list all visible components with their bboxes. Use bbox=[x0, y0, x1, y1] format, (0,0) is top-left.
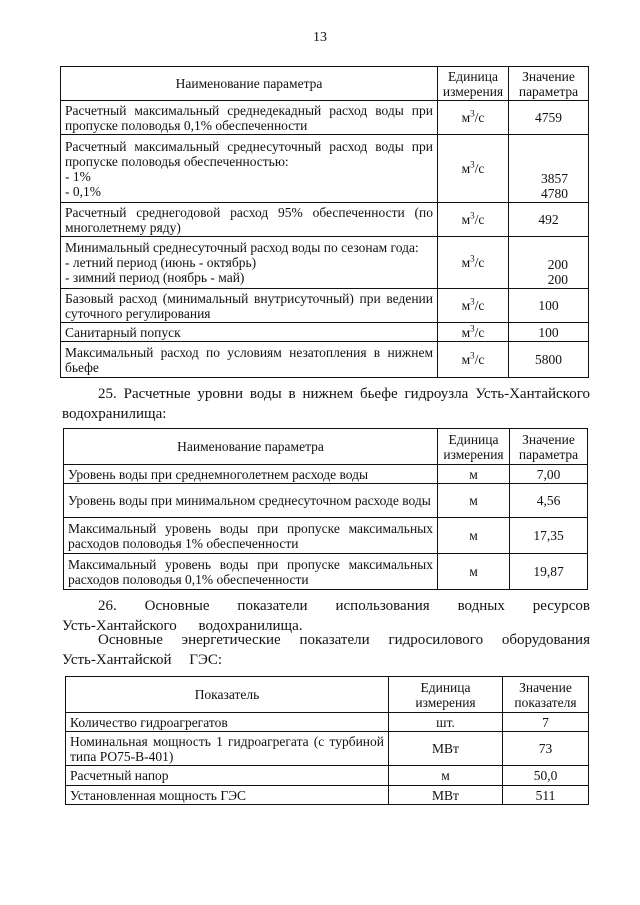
table-row bbox=[61, 203, 589, 237]
row-value: 7 bbox=[503, 713, 589, 732]
row-parameter-name: Максимальный уровень воды при пропуске максимальных расходов половодья 0,1% обеспеченности bbox=[64, 554, 438, 590]
row-unit: $м^3/с$ bbox=[438, 237, 509, 289]
header-indicator-name: Показатель bbox=[66, 677, 389, 713]
table-row bbox=[61, 342, 589, 378]
row-unit: МВт bbox=[389, 786, 503, 805]
header-unit: Единица измерения bbox=[389, 677, 503, 713]
row-parameter-name: Базовый расход (минимальный внутрисуточный) при ведении суточного регулирования bbox=[61, 289, 438, 323]
row-value: 73 bbox=[503, 732, 589, 766]
header-unit: Единица измерения bbox=[438, 429, 510, 465]
row-unit: МВт bbox=[389, 732, 503, 766]
row-value: 5800 bbox=[509, 342, 589, 378]
table-row bbox=[66, 786, 589, 805]
row-value: 3857 4780 bbox=[509, 135, 589, 203]
table-row bbox=[61, 135, 589, 203]
table-row bbox=[66, 732, 589, 766]
row-parameter-name: Расчетный среднегодовой расход 95% обеспеченности (по многолетнему ряду) bbox=[61, 203, 438, 237]
row-unit: $м^3/с$ bbox=[438, 101, 509, 135]
table-row bbox=[61, 289, 589, 323]
row-value: 7,00 bbox=[510, 465, 588, 484]
row-parameter-name: Санитарный попуск bbox=[61, 323, 438, 342]
table-row bbox=[66, 713, 589, 732]
row-unit: м bbox=[438, 554, 510, 590]
row-indicator-name: Расчетный напор bbox=[66, 766, 389, 786]
row-value: 492 bbox=[509, 203, 589, 237]
row-unit: $м^3/с$ bbox=[438, 135, 509, 203]
table-row bbox=[64, 554, 588, 590]
table-row bbox=[61, 323, 589, 342]
row-parameter-name: Расчетный максимальный среднедекадный расход воды при пропуске половодья 0,1% обеспеченности bbox=[61, 101, 438, 135]
row-unit: м bbox=[389, 766, 503, 786]
row-indicator-name: Количество гидроагрегатов bbox=[66, 713, 389, 732]
header-value: Значение параметра bbox=[510, 429, 588, 465]
paragraph-26: 26. Основные показатели использования водных ресурсов Усть-Хантайского водохранилища. bbox=[62, 598, 590, 634]
row-parameter-name: Минимальный среднесуточный расход воды по сезонам года: - летний период (июнь - октябрь) - зимний период (ноябрь - май) bbox=[61, 237, 438, 289]
header-unit: Единица измерения bbox=[438, 67, 509, 101]
row-value: 200 200 bbox=[509, 237, 589, 289]
row-unit: $м^3/с$ bbox=[438, 342, 509, 378]
row-unit: $м^3/с$ bbox=[438, 323, 509, 342]
row-parameter-name: Максимальный уровень воды при пропуске максимальных расходов половодья 1% обеспеченности bbox=[64, 518, 438, 554]
row-parameter-name: Расчетный максимальный среднесуточный расход воды при пропуске половодья обеспеченностью: - 1% - 0,1% bbox=[61, 135, 438, 203]
header-parameter-name: Наименование параметра bbox=[64, 429, 438, 465]
row-parameter-name: Максимальный расход по условиям незатопления в нижнем бьефе bbox=[61, 342, 438, 378]
table-header-row bbox=[61, 67, 589, 101]
table-row bbox=[64, 518, 588, 554]
row-value: 50,0 bbox=[503, 766, 589, 786]
row-unit: $м^3/с$ bbox=[438, 203, 509, 237]
row-value: 511 bbox=[503, 786, 589, 805]
table-row bbox=[61, 101, 589, 135]
table-row bbox=[61, 237, 589, 289]
row-value: 100 bbox=[509, 289, 589, 323]
table-header-row bbox=[66, 677, 589, 713]
row-indicator-name: Установленная мощность ГЭС bbox=[66, 786, 389, 805]
row-unit: м bbox=[438, 484, 510, 518]
table-header-row bbox=[64, 429, 588, 465]
water-levels-table bbox=[63, 428, 588, 590]
energy-indicators-table bbox=[65, 676, 589, 805]
row-unit: м bbox=[438, 518, 510, 554]
table-row bbox=[66, 766, 589, 786]
header-parameter-name: Наименование параметра bbox=[61, 67, 438, 101]
table-row bbox=[64, 465, 588, 484]
header-value: Значение показателя bbox=[503, 677, 589, 713]
row-parameter-name: Уровень воды при среднемноголетнем расходе воды bbox=[64, 465, 438, 484]
row-unit: м bbox=[438, 465, 510, 484]
table-row bbox=[64, 484, 588, 518]
row-unit: $м^3/с$ bbox=[438, 289, 509, 323]
header-value: Значение параметра bbox=[509, 67, 589, 101]
paragraph-26-energy: Основные энергетические показатели гидросилового оборудования Усть-Хантайской ГЭС: bbox=[62, 632, 590, 668]
row-value: 100 bbox=[509, 323, 589, 342]
paragraph-25: 25. Расчетные уровни воды в нижнем бьефе гидроузла Усть-Хантайского водохранилища: bbox=[62, 386, 590, 422]
row-unit: шт. bbox=[389, 713, 503, 732]
row-value: 4759 bbox=[509, 101, 589, 135]
page-number: 13 bbox=[313, 30, 327, 45]
row-value: 4,56 bbox=[510, 484, 588, 518]
row-indicator-name: Номинальная мощность 1 гидроагрегата (с турбиной типа РО75-В-401) bbox=[66, 732, 389, 766]
discharge-parameters-table bbox=[60, 66, 589, 378]
row-value: 19,87 bbox=[510, 554, 588, 590]
row-parameter-name: Уровень воды при минимальном среднесуточном расходе воды bbox=[64, 484, 438, 518]
row-value: 17,35 bbox=[510, 518, 588, 554]
